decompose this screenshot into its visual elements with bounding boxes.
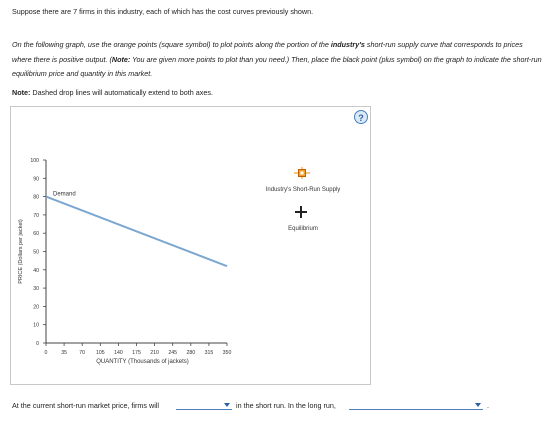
y-tick-label: 60 [33,231,39,238]
x-tick-label: 175 [132,350,141,356]
y-tick-label: 0 [36,341,39,347]
demand-curve [46,197,227,267]
y-tick-label: 40 [33,267,39,274]
x-tick-label: 0 [44,350,48,356]
question-period: . [487,401,489,410]
equilibrium-legend-label: Equilibrium [288,226,318,232]
intro-text: Suppose there are 7 firms in this industry, each of which has the cost curves previously shown. [12,7,314,16]
instruction-text: On the following graph, use the orange points (square symbol) to plot points along the portion of the industry's short-run supply curve that corresponds to prices where there is positive output. (Note: You are given more points to plot than you need.) Then, place the black point (plus symbol) on the graph to indicate the short-run equilibrium price and quantity in this market. [12,40,542,78]
question-line [12,401,159,410]
x-tick-label: 70 [79,350,86,356]
help-icon[interactable]: ? [354,110,368,124]
x-axis-label: QUANTITY (Thousands of jackets) [96,359,189,365]
x-tick-label: 140 [114,350,123,356]
y-tick-label: 100 [30,158,39,164]
question-part1: At the current short-run market price, firms will [12,401,159,410]
x-tick-label: 350 [222,350,232,356]
supply-legend-label: Industry's Short-Run Supply [265,187,341,193]
y-tick-label: 70 [33,212,39,219]
x-tick-label: 105 [95,350,105,356]
note-text: Note: Dashed drop lines will automatically extend to both axes. [12,88,213,97]
equilibrium-tool-icon[interactable] [294,205,308,219]
x-tick-label: 280 [186,350,196,356]
chart-axes [18,158,231,365]
y-tick-label: 30 [33,286,39,293]
y-tick-label: 50 [33,249,39,256]
x-tick-label: 315 [204,350,214,356]
chevron-down-icon [224,403,230,407]
short-run-dropdown[interactable] [176,399,232,410]
y-tick-label: 20 [33,304,39,311]
x-tick-label: 35 [61,350,67,356]
chevron-down-icon [475,403,481,407]
supply-tool-icon[interactable] [292,166,312,180]
x-tick-label: 210 [150,350,159,356]
y-axis-label: PRICE (Dollars per jacket) [18,219,24,284]
y-tick-label: 80 [33,194,39,201]
long-run-dropdown[interactable] [349,399,483,410]
y-tick-label: 10 [33,322,39,329]
y-tick-label: 90 [33,176,39,183]
chart-series [46,192,227,267]
question-part2: in the short run. In the long run, [236,401,336,410]
x-tick-label: 245 [168,350,178,356]
demand-label: Demand [53,191,76,198]
